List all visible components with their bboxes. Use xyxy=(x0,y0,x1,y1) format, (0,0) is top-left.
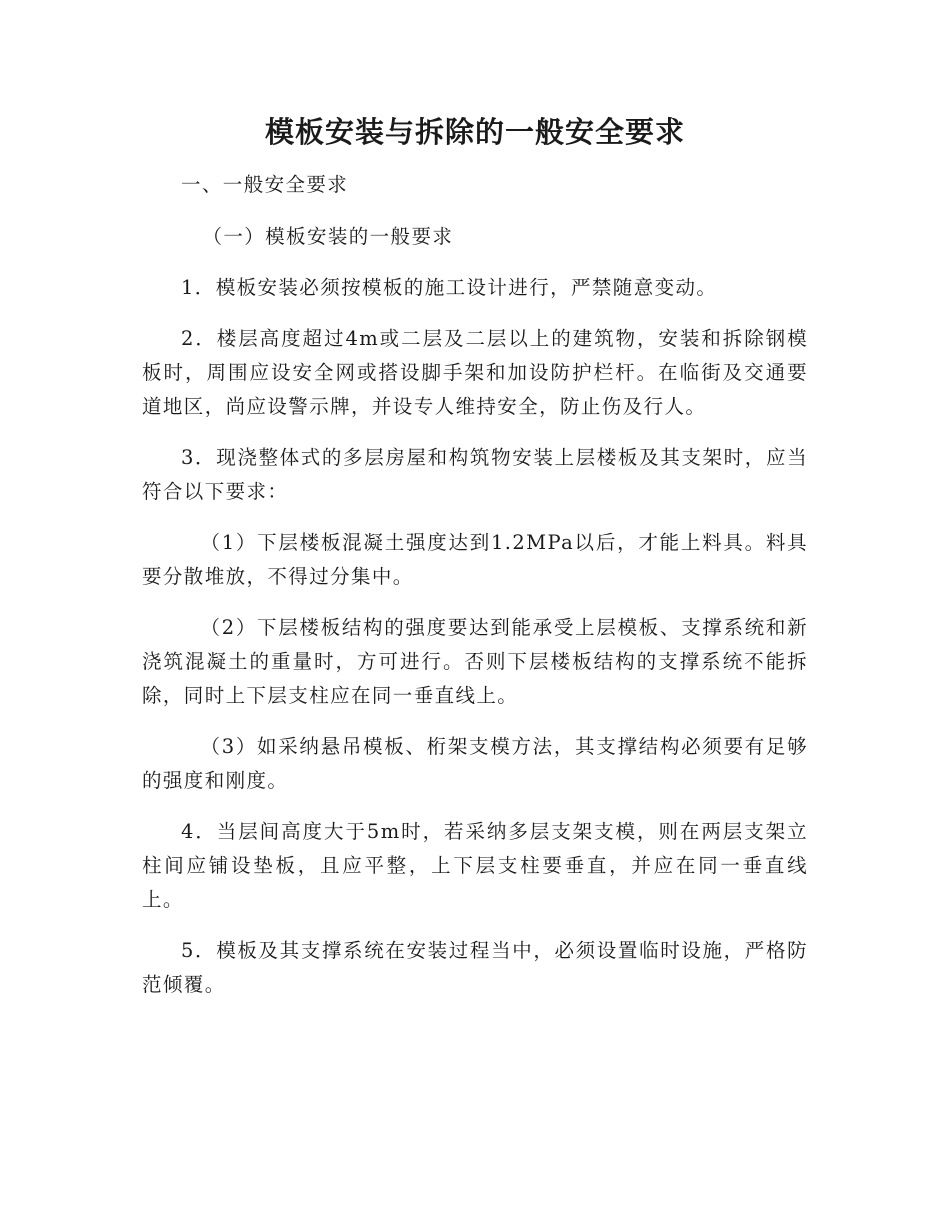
document-body xyxy=(142,168,808,1019)
paragraph-item-1: 1．模板安装必须按模板的施工设计进行，严禁随意变动。 xyxy=(181,276,718,299)
paragraph-item-3-sub-1: （1）下层楼板混凝土强度达到1.2MPa以后，才能上料具。料具要分散堆放，不得过分集中。 xyxy=(142,531,808,588)
paragraph-item-5: 5．模板及其支撑系统在安装过程当中，必须设置临时设施，严格防范倾覆。 xyxy=(142,939,808,996)
paragraph-item-2: 2．楼层高度超过4m或二层及二层以上的建筑物，安装和拆除钢模板时，周围应设安全网或搭设脚手架和加设防护栏杆。在临街及交通要道地区，尚应设警示牌，并设专人维持安全，防止伤及行人。 xyxy=(142,327,808,418)
paragraph-item-3-sub-3: （3）如采纳悬吊模板、桁架支模方法，其支撑结构必须要有足够的强度和刚度。 xyxy=(142,735,808,792)
subsection-heading: （一）模板安装的一般要求 xyxy=(202,225,454,248)
section-heading: 一、一般安全要求 xyxy=(181,173,349,196)
paragraph-item-4: 4．当层间高度大于5m时，若采纳多层支架支模，则在两层支架立柱间应铺设垫板，且应平整，上下层支柱要垂直，并应在同一垂直线上。 xyxy=(142,820,808,911)
paragraph-item-3: 3．现浇整体式的多层房屋和构筑物安装上层楼板及其支架时，应当符合以下要求： xyxy=(142,446,808,503)
document-title: 模板安装与拆除的一般安全要求 xyxy=(264,115,685,149)
paragraph-item-3-sub-2: （2）下层楼板结构的强度要达到能承受上层模板、支撑系统和新浇筑混凝土的重量时，方可进行。否则下层楼板结构的支撑系统不能拆除，同时上下层支柱应在同一垂直线上。 xyxy=(142,616,808,707)
